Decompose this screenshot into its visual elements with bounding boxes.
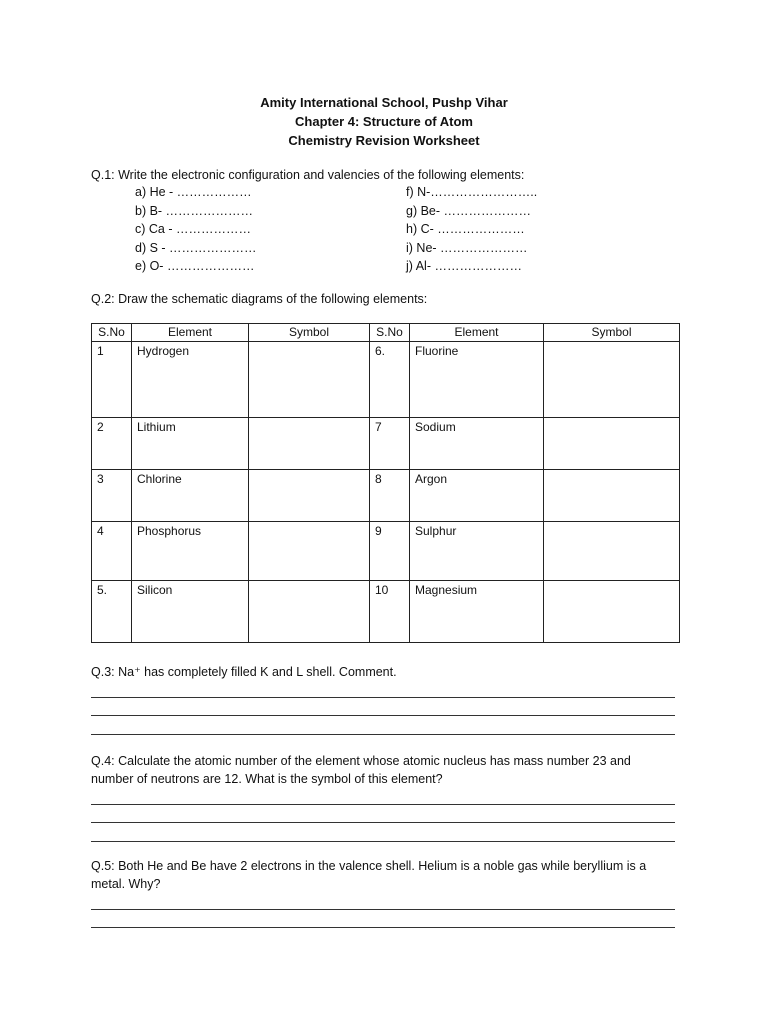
header-symbol: Symbol — [544, 324, 680, 342]
answer-line[interactable] — [91, 823, 675, 842]
worksheet-header — [0, 93, 768, 150]
sno-cell: 5. — [92, 581, 132, 643]
question-4 — [91, 752, 681, 788]
element-cell: Phosphorus — [132, 522, 249, 581]
question-3: Q.3: Na⁺ has completely filled K and L shell. Comment. — [91, 665, 397, 679]
q1-options-right — [406, 183, 537, 276]
q1-option: i) Ne- ………………… — [406, 240, 528, 255]
element-cell: Sodium — [410, 418, 544, 470]
q1-option: a) He - ……………… — [135, 185, 252, 199]
header-symbol: Symbol — [249, 324, 370, 342]
sno-cell: 10 — [370, 581, 410, 643]
worksheet-title: Chemistry Revision Worksheet — [288, 133, 480, 148]
symbol-cell[interactable] — [249, 522, 370, 581]
answer-line[interactable] — [91, 910, 675, 929]
element-cell: Sulphur — [410, 522, 544, 581]
table-header-row — [92, 324, 680, 342]
question-4-line-1: Q.4: Calculate the atomic number of the element whose atomic nucleus has mass number 23 and — [91, 754, 631, 768]
header-sno: S.No — [370, 324, 410, 342]
question-5-line-1: Q.5: Both He and Be have 2 electrons in the valence shell. Helium is a noble gas while beryllium is a — [91, 859, 647, 873]
question-1: Q.1: Write the electronic configuration and valencies of the following elements: — [91, 168, 525, 182]
symbol-cell[interactable] — [544, 581, 680, 643]
element-cell: Fluorine — [410, 342, 544, 418]
question-5 — [91, 857, 681, 893]
element-cell: Magnesium — [410, 581, 544, 643]
sno-cell: 2 — [92, 418, 132, 470]
element-cell: Chlorine — [132, 470, 249, 522]
q1-option: b) B- ………………… — [135, 203, 254, 218]
sno-cell: 7 — [370, 418, 410, 470]
q1-option: d) S - ………………… — [135, 240, 257, 255]
q1-option: f) N-…………………….. — [406, 185, 538, 199]
answer-line[interactable] — [91, 698, 675, 717]
sno-cell: 3 — [92, 470, 132, 522]
answer-line[interactable] — [91, 786, 675, 805]
answer-line[interactable] — [91, 679, 675, 698]
q1-option: c) Ca - ……………… — [135, 222, 251, 236]
question-2: Q.2: Draw the schematic diagrams of the following elements: — [91, 292, 428, 306]
sno-cell: 8 — [370, 470, 410, 522]
header-sno: S.No — [92, 324, 132, 342]
q1-options-left — [135, 183, 257, 276]
symbol-cell[interactable] — [544, 342, 680, 418]
symbol-cell[interactable] — [544, 418, 680, 470]
symbol-cell[interactable] — [249, 418, 370, 470]
answer-line[interactable] — [91, 716, 675, 735]
school-name: Amity International School, Pushp Vihar — [260, 95, 508, 110]
element-cell: Lithium — [132, 418, 249, 470]
element-cell: Silicon — [132, 581, 249, 643]
q3-answer-lines[interactable] — [91, 679, 675, 735]
symbol-cell[interactable] — [249, 342, 370, 418]
header-element: Element — [132, 324, 249, 342]
sno-cell: 4 — [92, 522, 132, 581]
table-row — [92, 522, 680, 581]
question-4-line-2: number of neutrons are 12. What is the symbol of this element? — [91, 772, 443, 786]
symbol-cell[interactable] — [544, 470, 680, 522]
q5-answer-lines[interactable] — [91, 891, 675, 928]
sno-cell: 9 — [370, 522, 410, 581]
elements-table — [91, 323, 680, 643]
element-cell: Hydrogen — [132, 342, 249, 418]
table-row — [92, 581, 680, 643]
symbol-cell[interactable] — [544, 522, 680, 581]
q1-option: g) Be- ………………… — [406, 203, 532, 218]
header-element: Element — [410, 324, 544, 342]
chapter-title: Chapter 4: Structure of Atom — [295, 114, 473, 129]
q1-option: h) C- ………………… — [406, 222, 525, 236]
sno-cell: 1 — [92, 342, 132, 418]
question-5-line-2: metal. Why? — [91, 877, 161, 891]
sno-cell: 6. — [370, 342, 410, 418]
table-row — [92, 342, 680, 418]
answer-line[interactable] — [91, 891, 675, 910]
q4-answer-lines[interactable] — [91, 786, 675, 842]
symbol-cell[interactable] — [249, 581, 370, 643]
q1-option: j) Al- ………………… — [406, 259, 522, 273]
table-row — [92, 470, 680, 522]
symbol-cell[interactable] — [249, 470, 370, 522]
table-row — [92, 418, 680, 470]
element-cell: Argon — [410, 470, 544, 522]
q1-option: e) O- ………………… — [135, 259, 255, 273]
answer-line[interactable] — [91, 805, 675, 824]
